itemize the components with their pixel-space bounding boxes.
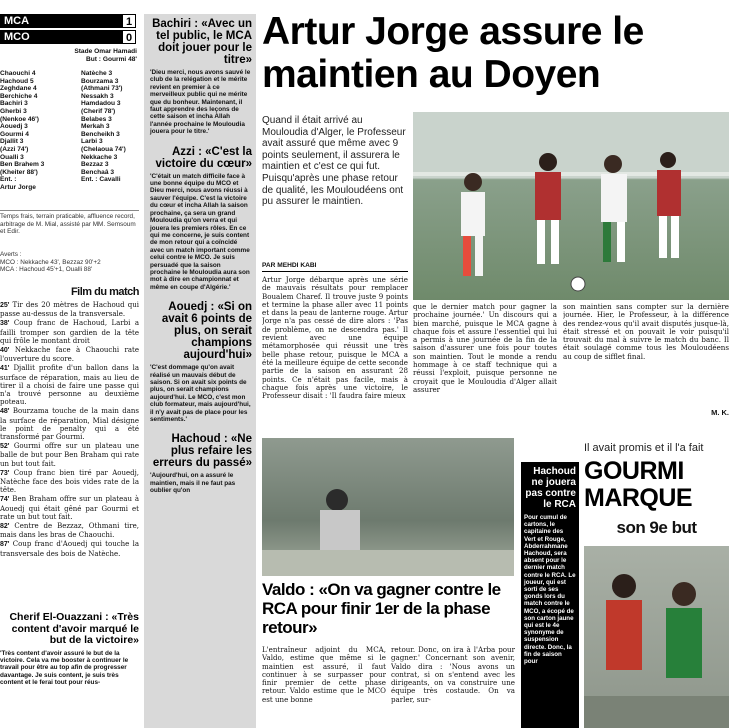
lead-paragraph: Quand il était arrivé au Mouloudia d'Alger, le Professeur avait assuré que même avec 9 points seulement, il assurera le maintien et c'est ce qui fut. Puisqu'après une phase retour de qualité, les Mouloudéens ont pu assurer le maintien. bbox=[262, 115, 406, 208]
film-entry bbox=[0, 346, 139, 363]
film-entry-minute: 40' bbox=[0, 347, 10, 355]
cherif-head: Cherif El-Ouazzani : «Très content d'avoir marqué le but de la victoire» bbox=[9, 612, 139, 646]
quote-body: 'C'était un match difficile face à une bonne équipe du MCO et Dieu merci, nous avons réussi à sauver l'équipe. C'est la victoire du cœur et incha Allah la saison prochaine, ça sera un grand Mouloudia qu'on verra et qui jouera les premiers rôles. En ce qui me concerne, je suis content de mon retour qui a coïncidé avec un match important comme celui contre le MCO. Je suis persuadé que la saison prochaine le Mouloudia aura son mot à dire en championnat et même en coupe d'Algérie.' bbox=[150, 172, 250, 291]
hachoud-box bbox=[521, 462, 579, 728]
valdo-photo bbox=[262, 438, 514, 576]
hachoud-body: Pour cumul de cartons, le capitaine des Vert et Rouge, Abderrahmane Hachoud, sera absent pour le dernier match contre le RCA. Le joueur, qui est sorti de ses gonds lors du match contre le MCO, a écopé de son carton jaune qui est le 4e synonyme de suspension directe. Donc, la fin de saison pour bbox=[524, 514, 576, 666]
cherif-body: 'Très content d'avoir assuré le but de la victoire. Cela va me booster à continuer le travail pour être au top afin de progresser davantage. Je suis content, je suis très content et le ferai tout pour réus- bbox=[0, 649, 129, 687]
quote-block bbox=[150, 433, 252, 494]
cherif-box bbox=[0, 612, 139, 728]
film-entry-text: Ben Braham offre sur un plateau à Aouedj qui était gêné par Gourmi et rate un but tout fait. bbox=[0, 495, 139, 521]
film-entry-text: Centre de Bezzaz, Othmani tire, mais dans les bras de Chaouchi. bbox=[0, 522, 139, 540]
gourmi-photo bbox=[584, 546, 729, 728]
match-photo-players bbox=[413, 112, 729, 300]
quote-body: 'C'est dommage qu'on avait réalisé un mauvais début de saison. Si on avait six points de plus, on serait champions aujourd'hui. Le MCO, c'est mon club formateur, mais aujourd'hui, il n'y avait pas de place pour les sentiments.' bbox=[150, 364, 251, 423]
film-entry-text: Coup franc d'Aouedj qui touche la transversale des bois de Natèche. bbox=[0, 540, 139, 558]
film-entry-text: Bourzama touche de la main dans la surface de réparation, Mial désigne le point de penalty qui a été transformé par Gourmi. bbox=[0, 407, 139, 442]
match-conditions: Temps frais, terrain praticable, affluence record, arbitrage de M. Mial, assisté par MM. Semsoum et Edir. bbox=[0, 213, 136, 236]
team1-name: MCA bbox=[4, 15, 30, 27]
quote-body: 'Aujourd'hui, on a assuré le maintien, mais il ne faut pas oublier qu'on bbox=[150, 472, 236, 495]
film-entry-minute: 25' bbox=[0, 302, 10, 309]
story-col3: son maintien sans compter sur la dernière journée. Hier, le Professeur, à la différence des rendez-vous qu'il avait disputés jusque-là, était stressé et on pouvait le voir puisqu'il trouvait du mal à suivre le match du banc. Il était soulagé comme tous les Mouloudéens au coup de sifflet final. bbox=[563, 303, 729, 361]
valdo-head: Valdo : «On va gagner contre le RCA pour finir 1er de la phase retour» bbox=[262, 580, 501, 637]
film-entry bbox=[0, 364, 139, 406]
goal-scorer: But : Gourmi 48' bbox=[85, 56, 137, 63]
film-entry-minute: 52' bbox=[0, 443, 10, 451]
film-entry bbox=[0, 522, 139, 539]
lineup-mca: Chaouchi 4 Hachoud 5 Zeghdane 4 Berchiche 4 Bachiri 3 Gherbi 3 (Nenkoe 46') Aouedj 3 Gourmi 4 Djallit 3 (Azzi 74') Oualli 3 Ben Brahem 3 (Kheiter 88') Ent. : Artur Jorge bbox=[0, 70, 45, 191]
quote-head: Azzi : «C'est la victoire du cœur» bbox=[155, 145, 252, 170]
film-entry-minute: 74' bbox=[0, 496, 10, 504]
quote-body: 'Dieu merci, nous avons sauvé le club de la relégation et le mérite revient en premier à ce merveilleux public qui ne mérite que du bonheur. Maintenant, il faut apprendre des leçons de cette saison et incha Allah l'année prochaine le Mouloudia jouera pour le titre.' bbox=[150, 69, 251, 136]
film-entry bbox=[0, 301, 139, 318]
film-du-match bbox=[0, 286, 139, 612]
film-entry-minute: 73' bbox=[0, 469, 10, 477]
match-photo bbox=[413, 112, 729, 300]
film-entry-text: Coup franc bien tiré par Aouedj, Natèche face des bois vides rate de la tête. bbox=[0, 468, 139, 495]
film-entry-minute: 38' bbox=[0, 320, 10, 328]
team1-score: 1 bbox=[122, 14, 136, 28]
gourmi-photo-players bbox=[584, 546, 729, 728]
film-entry bbox=[0, 495, 139, 521]
valdo-col2: retour. Donc, on ira à l'Arba pour gagner.' Concernant son avenir, Valdo dira : 'Nous avons un contrat, si on s'entend avec les dirigeants, on va construire une équipe très costaude. On va parler, sur- bbox=[391, 646, 515, 704]
film-entry-text: Djallit profite d'un ballon dans la surface de réparation, mais au lieu de tirer il a choisi de faire une passe qui n'a trouvé personne au deuxième poteau. bbox=[0, 364, 139, 407]
story-col1: Artur Jorge débarque après une série de mauvais résultats pour remplacer Boualem Charef. Il trouve juste 9 points et termine la phase aller avec 11 points et dans la peau de lanterne rouge. Artur Jorge n'a pas cessé de dire alors : 'Pas de problème, on ne descendra pas.' Il revient avec une équipe métamorphosée qui réussit une très belle phase retour, puisque le MCA a été la meilleure équipe de cette seconde partie de la saison en assurant 28 points. Ce n'était pas facile, mais à chaque fois après une victoire, le Professeur disait : 'Il faudra faire mieux bbox=[262, 276, 408, 401]
headline: Artur Jorge assure le maintien au Doyen bbox=[262, 10, 644, 96]
venue: Stade Omar Hamadi bbox=[74, 48, 137, 55]
film-entry-text: Coup franc de Hachoud, Larbi a failli tromper son gardien de la tête qui frôle le montant droit bbox=[0, 319, 139, 345]
quote-block bbox=[150, 18, 252, 136]
film-entry-text: Nekkache face à Chaouchi rate l'ouverture du score. bbox=[0, 346, 139, 364]
film-entry bbox=[0, 319, 139, 345]
venue-goal bbox=[0, 48, 137, 64]
divider bbox=[0, 210, 139, 211]
quote-block bbox=[150, 301, 252, 423]
film-entries bbox=[0, 301, 139, 558]
byline: PAR MEHDI KABI bbox=[262, 262, 408, 272]
film-title: Film du match bbox=[70, 286, 139, 298]
quotes-column bbox=[144, 14, 256, 728]
gourmi-sub: son 9e but bbox=[616, 518, 697, 537]
film-entry-minute: 87' bbox=[0, 541, 10, 549]
warnings: Averts : MCO : Nekkache 43', Bezzaz 90'+2 MCA : Hachoud 45'+1, Oualli 88' bbox=[0, 251, 101, 274]
score-row-mca bbox=[0, 14, 136, 28]
quote-head: Bachiri : «Avec un tel public, le MCA doit jouer pour le titre» bbox=[152, 18, 252, 66]
valdo-col1: L'entraîneur adjoint du MCA, Valdo, estime que même si le maintien est assuré, il faut continuer à se surpasser pour finir premier de cette phase retour. Valdo estime que le MCO est une bonne bbox=[262, 646, 386, 704]
team2-score: 0 bbox=[122, 30, 136, 44]
film-entry bbox=[0, 469, 139, 495]
film-entry bbox=[0, 407, 139, 441]
film-entry bbox=[0, 540, 139, 557]
signature: M. K. bbox=[711, 408, 729, 417]
quote-head: Aouedj : «Si on avait 6 points de plus, on serait champions aujourd'hui» bbox=[161, 301, 252, 362]
quote-head: Hachoud : «Ne plus refaire les erreurs du passé» bbox=[152, 433, 252, 470]
valdo-photo-figure bbox=[262, 438, 514, 576]
film-entry bbox=[0, 442, 139, 468]
gourmi-head: GOURMI MARQUE bbox=[584, 458, 693, 512]
score-row-mco bbox=[0, 30, 136, 44]
story-col2: que le dernier match pour gagner la prochaine journée.' Un discours qui a bien marché, puisque le MCA gagne à chaque fois et assure l'essentiel qui lui a permis à une journée de la fin de la saison d'assurer une fois pour toutes son maintien. Tout le monde a rendu hommage à ce staff technique qui a réussi l'exploit, puisque personne ne croyait que le Mouloudia d'Alger allait assurer bbox=[413, 303, 557, 394]
film-entry-minute: 48' bbox=[0, 408, 10, 416]
film-entry-text: Tir des 20 mètres de Hachoud qui passe au-dessus de la transversale. bbox=[0, 301, 139, 319]
gourmi-kicker: Il avait promis et il l'a fait bbox=[584, 442, 704, 454]
lineup-mco: Natèche 3 Bourzama 3 (Athmani 73') Nessakh 3 Hamdadou 3 (Cherif 78') Belabes 3 Merkah 3 Bencheikh 3 Larbi 3 (Chelaoua 74') Nekkache 3 Bezzaz 3 Benchaâ 3 Ent. : Cavalli bbox=[81, 70, 126, 184]
film-entry-text: Gourmi offre sur un plateau une balle de but pour Ben Braham qui rate un but tout fait. bbox=[0, 442, 139, 468]
quote-block bbox=[150, 146, 252, 292]
film-entry-minute: 82' bbox=[0, 523, 10, 531]
quote-list bbox=[150, 18, 252, 495]
hachoud-head: Hachoud ne jouera pas contre le RCA bbox=[525, 466, 576, 510]
team2-name: MCO bbox=[4, 31, 30, 43]
film-entry-minute: 41' bbox=[0, 365, 10, 373]
